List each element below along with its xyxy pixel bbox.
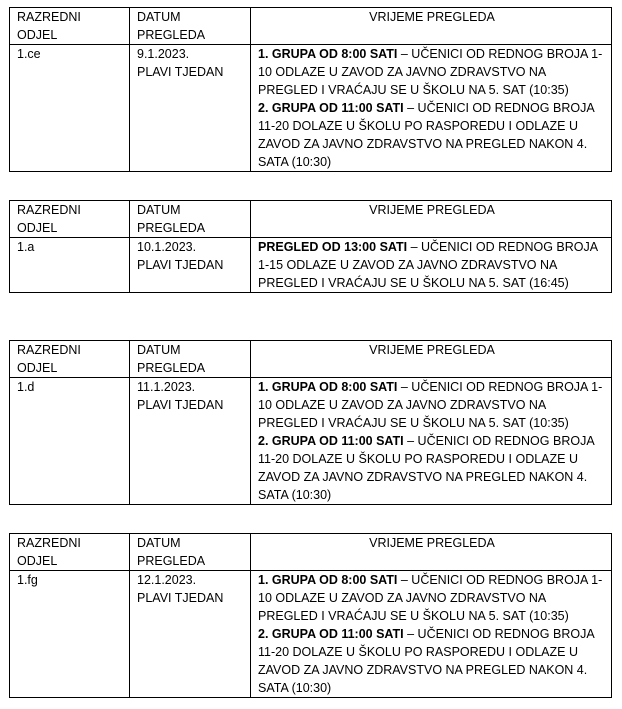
group-1-heading: 1. GRUPA OD 8:00 SATI	[258, 573, 398, 587]
datum-value: 12.1.2023.	[137, 573, 197, 587]
vrijeme-cell	[251, 238, 612, 293]
header-datum-line1: DATUM	[137, 536, 181, 550]
group-2-text	[258, 432, 606, 504]
table-row	[10, 378, 612, 505]
tjedan-value: PLAVI TJEDAN	[137, 258, 224, 272]
odjel-cell: 1.a	[10, 238, 130, 293]
header-row	[10, 8, 612, 45]
group-1-details: – UČENICI OD REDNOG BROJA 1-10 ODLAZE U ZAVOD ZA JAVNO ZDRAVSTVO NA PREGLED I VRAĆAJU SE U ŠKOLU NA 5. SAT (10:35)	[258, 573, 603, 623]
header-vrijeme: VRIJEME PREGLEDA	[251, 201, 612, 238]
odjel-cell: 1.ce	[10, 45, 130, 172]
header-odjel: RAZREDNI ODJEL	[10, 201, 130, 238]
header-odjel: RAZREDNI ODJEL	[10, 8, 130, 45]
group-2-text	[258, 625, 606, 697]
header-vrijeme: VRIJEME PREGLEDA	[251, 8, 612, 45]
header-vrijeme: VRIJEME PREGLEDA	[251, 534, 612, 571]
datum-cell	[130, 238, 251, 293]
group-1-details: – UČENICI OD REDNOG BROJA 1-15 ODLAZE U ZAVOD ZA JAVNO ZDRAVSTVO NA PREGLED I VRAĆAJU SE U ŠKOLU NA 5. SAT (16:45)	[258, 240, 598, 290]
schedule-table-1ce	[9, 7, 612, 172]
schedule-table-1a	[9, 200, 612, 293]
header-datum-line1: DATUM	[137, 343, 181, 357]
header-datum	[130, 8, 251, 45]
group-2-details: – UČENICI OD REDNOG BROJA 11-20 DOLAZE U ŠKOLU PO RASPOREDU I ODLAZE U ZAVOD ZA JAVNO ZDRAVSTVO NA PREGLED NAKON 4. SATA (10:30)	[258, 101, 594, 169]
group-2-heading: 2. GRUPA OD 11:00 SATI	[258, 101, 404, 115]
header-datum	[130, 201, 251, 238]
group-1-text	[258, 238, 606, 292]
header-datum	[130, 534, 251, 571]
group-1-details: – UČENICI OD REDNOG BROJA 1-10 ODLAZE U ZAVOD ZA JAVNO ZDRAVSTVO NA PREGLED I VRAĆAJU SE U ŠKOLU NA 5. SAT (10:35)	[258, 47, 603, 97]
group-2-heading: 2. GRUPA OD 11:00 SATI	[258, 434, 404, 448]
tjedan-value: PLAVI TJEDAN	[137, 65, 224, 79]
header-datum-line2: PREGLEDA	[137, 361, 206, 375]
group-1-heading: 1. GRUPA OD 8:00 SATI	[258, 47, 398, 61]
group-2-heading: 2. GRUPA OD 11:00 SATI	[258, 627, 404, 641]
vrijeme-cell	[251, 378, 612, 505]
group-1-text	[258, 378, 606, 432]
schedule-table-1fg	[9, 533, 612, 698]
vrijeme-cell	[251, 571, 612, 698]
datum-value: 9.1.2023.	[137, 47, 190, 61]
datum-cell	[130, 45, 251, 172]
table-row	[10, 238, 612, 293]
datum-value: 10.1.2023.	[137, 240, 197, 254]
header-datum-line1: DATUM	[137, 10, 181, 24]
group-1-heading: 1. GRUPA OD 8:00 SATI	[258, 380, 398, 394]
odjel-cell: 1.fg	[10, 571, 130, 698]
header-datum	[130, 341, 251, 378]
header-vrijeme: VRIJEME PREGLEDA	[251, 341, 612, 378]
header-datum-line1: DATUM	[137, 203, 181, 217]
tjedan-value: PLAVI TJEDAN	[137, 398, 224, 412]
group-1-details: – UČENICI OD REDNOG BROJA 1-10 ODLAZE U ZAVOD ZA JAVNO ZDRAVSTVO NA PREGLED I VRAĆAJU SE U ŠKOLU NA 5. SAT (10:35)	[258, 380, 603, 430]
group-1-text	[258, 571, 606, 625]
header-odjel: RAZREDNI ODJEL	[10, 341, 130, 378]
datum-value: 11.1.2023.	[137, 380, 196, 394]
group-2-details: – UČENICI OD REDNOG BROJA 11-20 DOLAZE U ŠKOLU PO RASPOREDU I ODLAZE U ZAVOD ZA JAVNO ZDRAVSTVO NA PREGLED NAKON 4. SATA (10:30)	[258, 627, 594, 695]
header-row	[10, 201, 612, 238]
vrijeme-cell	[251, 45, 612, 172]
datum-cell	[130, 571, 251, 698]
odjel-cell: 1.d	[10, 378, 130, 505]
tjedan-value: PLAVI TJEDAN	[137, 591, 224, 605]
datum-cell	[130, 378, 251, 505]
group-2-details: – UČENICI OD REDNOG BROJA 11-20 DOLAZE U ŠKOLU PO RASPOREDU I ODLAZE U ZAVOD ZA JAVNO ZDRAVSTVO NA PREGLED NAKON 4. SATA (10:30)	[258, 434, 594, 502]
header-odjel: RAZREDNI ODJEL	[10, 534, 130, 571]
group-1-text	[258, 45, 606, 99]
group-2-text	[258, 99, 606, 171]
schedule-table-1d	[9, 340, 612, 505]
header-datum-line2: PREGLEDA	[137, 554, 206, 568]
group-1-heading: PREGLED OD 13:00 SATI	[258, 240, 408, 254]
header-row	[10, 341, 612, 378]
table-row	[10, 571, 612, 698]
header-datum-line2: PREGLEDA	[137, 221, 206, 235]
header-row	[10, 534, 612, 571]
table-row	[10, 45, 612, 172]
header-datum-line2: PREGLEDA	[137, 28, 206, 42]
